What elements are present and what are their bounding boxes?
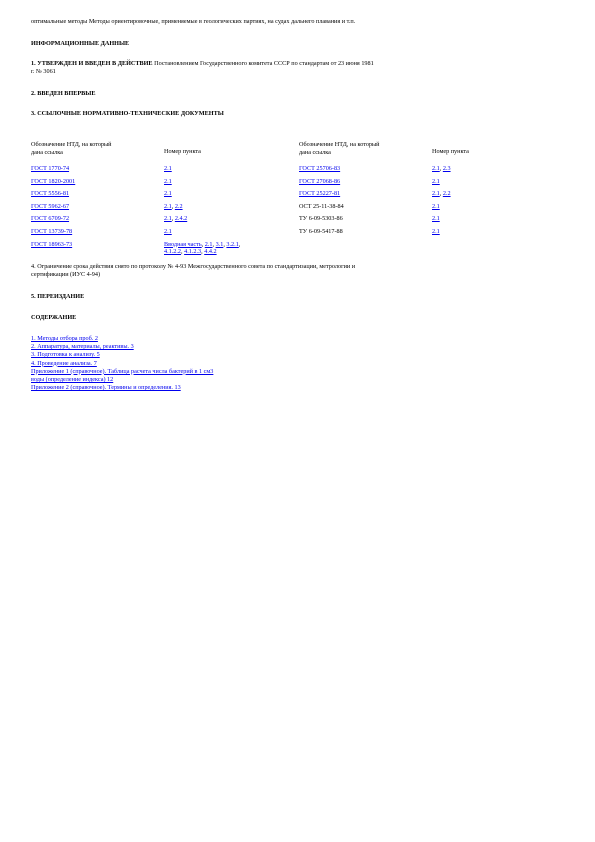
paragraph-1 bbox=[31, 60, 374, 68]
item-numbers bbox=[164, 190, 172, 197]
item-link[interactable]: 2.1 bbox=[432, 202, 440, 210]
item-link[interactable]: 2.2 bbox=[442, 190, 451, 198]
item-link[interactable]: 2.1 bbox=[204, 240, 213, 248]
intro-text: оптимальные методы Методы ориентировочные, применяемые в геологических партиях, на судах дальнего плавания и т.п. bbox=[31, 18, 356, 25]
header-item-left: Номер пункта bbox=[164, 148, 201, 155]
table-row-items-left bbox=[164, 228, 172, 236]
item-link[interactable]: 2.1 bbox=[164, 190, 172, 198]
item-numbers: 2.1, 2.2 bbox=[432, 190, 451, 198]
table-row-items-right bbox=[432, 165, 451, 173]
paragraph-1-continued: г. № 3061 bbox=[31, 68, 56, 75]
item-link[interactable]: 2.2 bbox=[174, 202, 183, 210]
table-row-doc-left[interactable]: ГОСТ 5556-81 bbox=[31, 190, 70, 198]
item-link[interactable]: 3.2.1 bbox=[226, 240, 239, 248]
toc-link[interactable]: воды (определение индекса) 12 bbox=[31, 375, 114, 383]
header-item-right: Номер пункта bbox=[432, 148, 469, 155]
item-link[interactable]: 2.1 bbox=[432, 215, 440, 223]
table-of-contents bbox=[31, 335, 213, 392]
table-row-items-right bbox=[432, 203, 440, 211]
toc-link[interactable]: 2. Аппаратура, материалы, реактивы. 3 bbox=[31, 343, 134, 351]
item-link[interactable]: 2.4.2 bbox=[174, 215, 188, 223]
item-link[interactable]: 4.1.2.2 bbox=[164, 248, 182, 256]
table-row-doc-left[interactable]: ГОСТ 6709-72 bbox=[31, 215, 70, 223]
item-link[interactable]: 2.1 bbox=[432, 228, 440, 235]
table-row-doc-right[interactable]: ГОСТ 27068-86 bbox=[299, 177, 341, 185]
table-row-doc-right: ТУ 6-09-5417-88 bbox=[299, 228, 343, 235]
item-link[interactable]: 4.1.2.3 bbox=[184, 248, 202, 256]
item-link[interactable]: Вводная часть bbox=[164, 240, 202, 248]
header-designation-left bbox=[31, 141, 112, 157]
paragraph-1-label: 1. УТВЕРЖДЕН И ВВЕДЕН В ДЕЙСТВИЕ bbox=[31, 60, 153, 67]
paragraph-4: 4. Ограничение срока действия снято по протоколу № 4-93 Межгосударственного совета по стандартизации, метрологии и bbox=[31, 263, 356, 270]
toc-link[interactable]: 1. Методы отбора проб. 2 bbox=[31, 335, 98, 342]
table-row-items-right bbox=[432, 178, 440, 186]
table-row-doc-right: ТУ 6-09-5303-86 bbox=[299, 215, 343, 223]
table-row-items-right bbox=[432, 190, 451, 198]
item-link[interactable]: 4.4.2 bbox=[204, 248, 217, 256]
item-numbers: 2.1, 2.4.2 bbox=[164, 215, 188, 223]
item-numbers: 2.1, 2.2 bbox=[164, 202, 183, 210]
item-numbers bbox=[432, 178, 440, 185]
item-numbers bbox=[164, 228, 172, 235]
table-row-doc-right: ОСТ 25-11-38-84 bbox=[299, 202, 344, 210]
header-designation-line2: дана ссылка bbox=[31, 148, 63, 156]
item-numbers bbox=[164, 165, 172, 172]
item-numbers: Вводная часть, 2.1, 3.1, 3.2.1 bbox=[164, 240, 239, 248]
paragraph-2: 2. ВВЕДЕН ВПЕРВЫЕ bbox=[31, 90, 96, 97]
paragraph-3-heading: 3. ССЫЛОЧНЫЕ НОРМАТИВНО-ТЕХНИЧЕСКИЕ ДОКУМЕНТЫ bbox=[31, 110, 224, 117]
header-designation-line1: Обозначение НТД, на который bbox=[31, 141, 112, 148]
toc-link[interactable]: 3. Подготовка к анализу. 5 bbox=[31, 351, 100, 359]
item-numbers bbox=[164, 178, 172, 185]
item-numbers bbox=[432, 215, 440, 222]
table-row-items-left bbox=[164, 190, 172, 198]
table-row-doc-right[interactable]: ГОСТ 25227-81 bbox=[299, 190, 341, 198]
table-row-doc-left[interactable]: ГОСТ 5962-67 bbox=[31, 202, 70, 210]
item-numbers: 4.1.2.2, 4.1.2.3, 4.4.2 bbox=[164, 248, 217, 256]
item-numbers bbox=[432, 203, 440, 210]
toc-link[interactable]: Приложение 1 (справочное). Таблица расчета числа бактерий в 1 см3 bbox=[31, 367, 214, 375]
info-heading: ИНФОРМАЦИОННЫЕ ДАННЫЕ bbox=[31, 40, 130, 47]
header-designation-right bbox=[299, 141, 380, 157]
table-row-items-left: Вводная часть, 2.1, 3.1, 3.2.1, 4.1.2.2, 4.1.2.3, 4.4.2 bbox=[164, 240, 241, 256]
table-row-doc-left[interactable]: ГОСТ 1770-74 bbox=[31, 165, 70, 172]
item-link[interactable]: 2.1 bbox=[164, 228, 172, 235]
item-numbers: 2.1, 2.3 bbox=[432, 165, 451, 172]
paragraph-4-continued: сертификации (ИУС 4-94) bbox=[31, 271, 101, 278]
header-designation-line1: Обозначение НТД, на который bbox=[299, 141, 380, 148]
table-row-items-left bbox=[164, 165, 172, 173]
paragraph-1-text: Постановлением Государственного комитета СССР по стандартам от 23 июня 1981 bbox=[152, 60, 374, 67]
item-link[interactable]: 2.1 bbox=[164, 165, 172, 172]
table-row-doc-left[interactable]: ГОСТ 13739-78 bbox=[31, 228, 73, 235]
toc-heading: СОДЕРЖАНИЕ bbox=[31, 314, 77, 321]
table-row-items-right bbox=[432, 215, 440, 223]
toc-link[interactable]: Приложение 2 (справочное). Термины и определения. 13 bbox=[31, 384, 181, 392]
table-row-items-left bbox=[164, 178, 172, 186]
table-row-items-left bbox=[164, 203, 183, 211]
item-numbers bbox=[432, 228, 440, 235]
header-designation-line2: дана ссылка bbox=[299, 148, 331, 156]
table-row-doc-left[interactable]: ГОСТ 1820-2001 bbox=[31, 177, 76, 185]
item-link[interactable]: 2.1 bbox=[432, 165, 440, 172]
item-link[interactable]: 2.1 bbox=[164, 215, 172, 223]
item-link[interactable]: 2.1 bbox=[164, 177, 172, 185]
paragraph-5: 5. ПЕРЕИЗДАНИЕ bbox=[31, 293, 85, 300]
item-link[interactable]: 3.1 bbox=[215, 240, 224, 248]
toc-link[interactable]: 4. Проведение анализа. 7 bbox=[31, 359, 97, 367]
table-row-doc-right[interactable]: ГОСТ 25706-83 bbox=[299, 165, 341, 172]
item-link[interactable]: 2.3 bbox=[442, 165, 451, 172]
item-link[interactable]: 2.1 bbox=[432, 190, 440, 198]
item-link[interactable]: 2.1 bbox=[164, 202, 172, 210]
table-row-items-right bbox=[432, 228, 440, 236]
table-row-doc-left[interactable]: ГОСТ 18963-73 bbox=[31, 240, 73, 248]
table-row-items-left bbox=[164, 215, 187, 223]
item-link[interactable]: 2.1 bbox=[432, 177, 440, 185]
